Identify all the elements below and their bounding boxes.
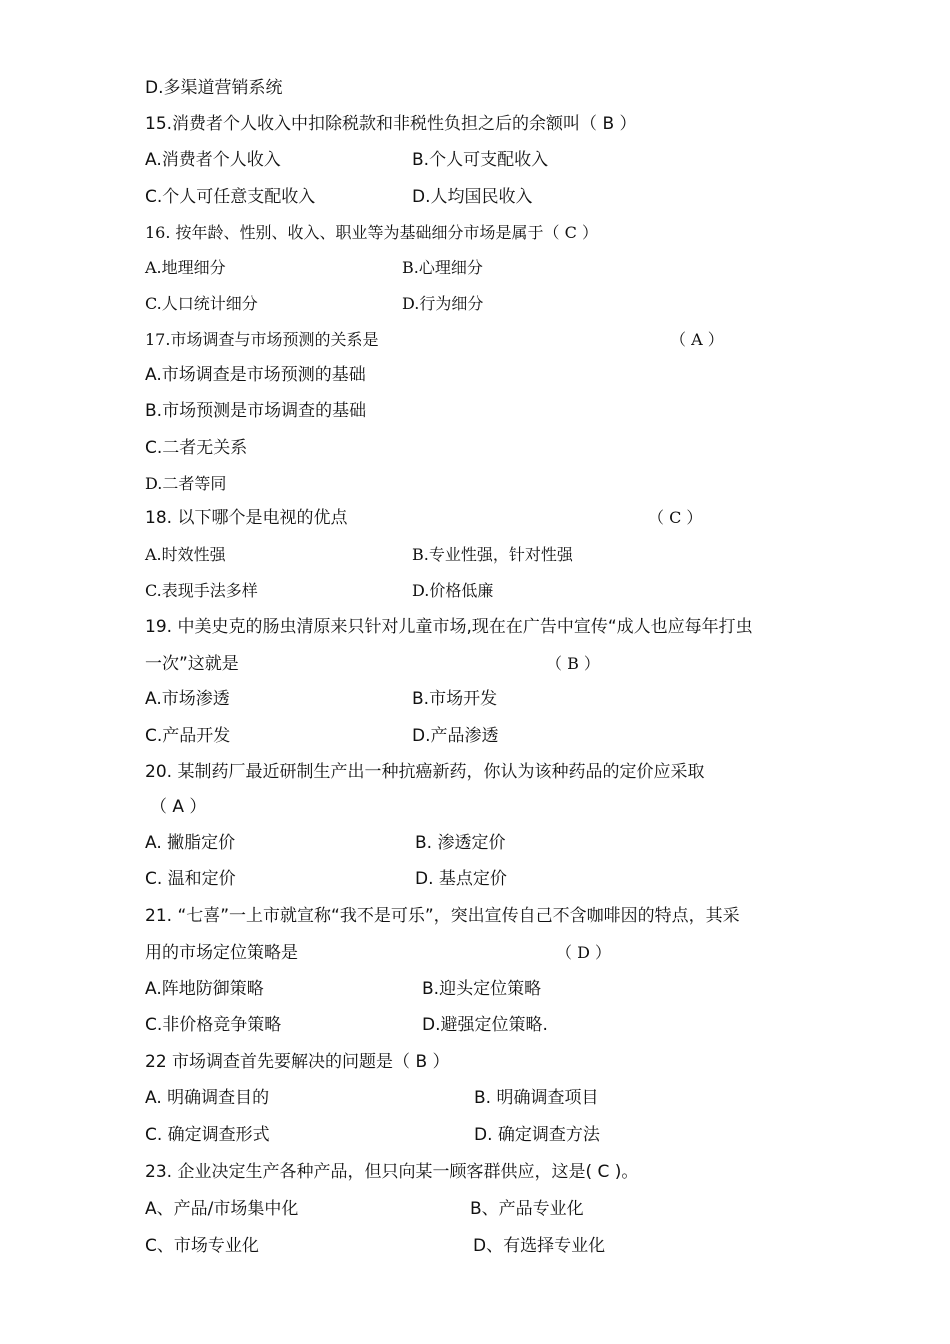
q21-option-b: B.迎头定位策略	[422, 979, 542, 999]
q16-option-a: A.地理细分	[145, 258, 226, 277]
q19-option-c: C.产品开发	[145, 726, 231, 746]
q15-option-c: C.个人可任意支配收入	[145, 187, 316, 207]
q19-option-d: D.产品渗透	[412, 726, 499, 746]
q21-answer: （ D ）	[556, 943, 612, 962]
q19-option-a: A.市场渗透	[145, 689, 230, 709]
q20-option-c: C. 温和定价	[145, 869, 236, 889]
q15-option-b: B.个人可支配收入	[412, 150, 549, 170]
q15-option-a: A.消费者个人收入	[145, 150, 281, 170]
q21-option-a: A.阵地防御策略	[145, 979, 264, 999]
question-17: 17.市场调查与市场预测的关系是	[145, 330, 379, 349]
q22-option-d: D. 确定调查方法	[474, 1125, 600, 1145]
question-22: 22 市场调查首先要解决的问题是（ B ）	[145, 1052, 450, 1072]
q22-option-b: B. 明确调查项目	[474, 1088, 599, 1108]
q18-option-a: A.时效性强	[145, 545, 226, 564]
q23-option-b: B、产品专业化	[470, 1199, 584, 1219]
q17-answer: （ A ）	[670, 330, 724, 349]
q21-option-d: D.避强定位策略.	[422, 1015, 548, 1035]
q18-answer: （ C ）	[648, 508, 703, 527]
question-15: 15.消费者个人收入中扣除税款和非税性负担之后的余额叫（ B ）	[145, 114, 637, 134]
q17-option-d: D.二者等同	[145, 474, 227, 493]
q23-option-a: A、产品/市场集中化	[145, 1199, 299, 1219]
q18-option-d: D.价格低廉	[412, 581, 494, 600]
q18-option-b: B.专业性强，针对性强	[412, 545, 573, 564]
question-19-line-2: 一次”这就是	[145, 654, 239, 674]
q20-option-a: A. 撇脂定价	[145, 833, 236, 853]
q20-option-d: D. 基点定价	[415, 869, 507, 889]
q18-option-c: C.表现手法多样	[145, 581, 258, 600]
question-19-line-1: 19. 中美史克的肠虫清原来只针对儿童市场,现在在广告中宣传“成人也应每年打虫	[145, 617, 753, 637]
q22-option-c: C. 确定调查形式	[145, 1125, 270, 1145]
q16-option-d: D.行为细分	[402, 294, 484, 313]
q20-option-b: B. 渗透定价	[415, 833, 506, 853]
q19-answer: （ B ）	[546, 654, 600, 673]
q15-option-d: D.人均国民收入	[412, 187, 533, 207]
question-16: 16. 按年龄、性别、收入、职业等为基础细分市场是属于（ C ）	[145, 223, 598, 242]
question-18: 18. 以下哪个是电视的优点	[145, 508, 348, 528]
q22-option-a: A. 明确调查目的	[145, 1088, 270, 1108]
q16-option-b: B.心理细分	[402, 258, 483, 277]
q21-option-c: C.非价格竞争策略	[145, 1015, 282, 1035]
q17-option-a: A.市场调查是市场预测的基础	[145, 365, 366, 385]
q17-option-c: C.二者无关系	[145, 438, 248, 458]
question-21-line-1: 21. “七喜”一上市就宣称“我不是可乐”，突出宣传自己不含咖啡因的特点，其采	[145, 906, 740, 926]
question-20: 20. 某制药厂最近研制生产出一种抗癌新药，你认为该种药品的定价应采取	[145, 762, 705, 782]
question-21-line-2: 用的市场定位策略是	[145, 943, 298, 963]
q17-option-b: B.市场预测是市场调查的基础	[145, 401, 367, 421]
q20-answer: （ A ）	[150, 797, 207, 817]
question-23: 23. 企业决定生产各种产品，但只向某一顾客群供应，这是( C )。	[145, 1162, 639, 1182]
q16-option-c: C.人口统计细分	[145, 294, 258, 313]
q23-option-c: C、市场专业化	[145, 1236, 259, 1256]
q23-option-d: D、有选择专业化	[473, 1236, 606, 1256]
option-d-line: D.多渠道营销系统	[145, 78, 283, 98]
q19-option-b: B.市场开发	[412, 689, 498, 709]
